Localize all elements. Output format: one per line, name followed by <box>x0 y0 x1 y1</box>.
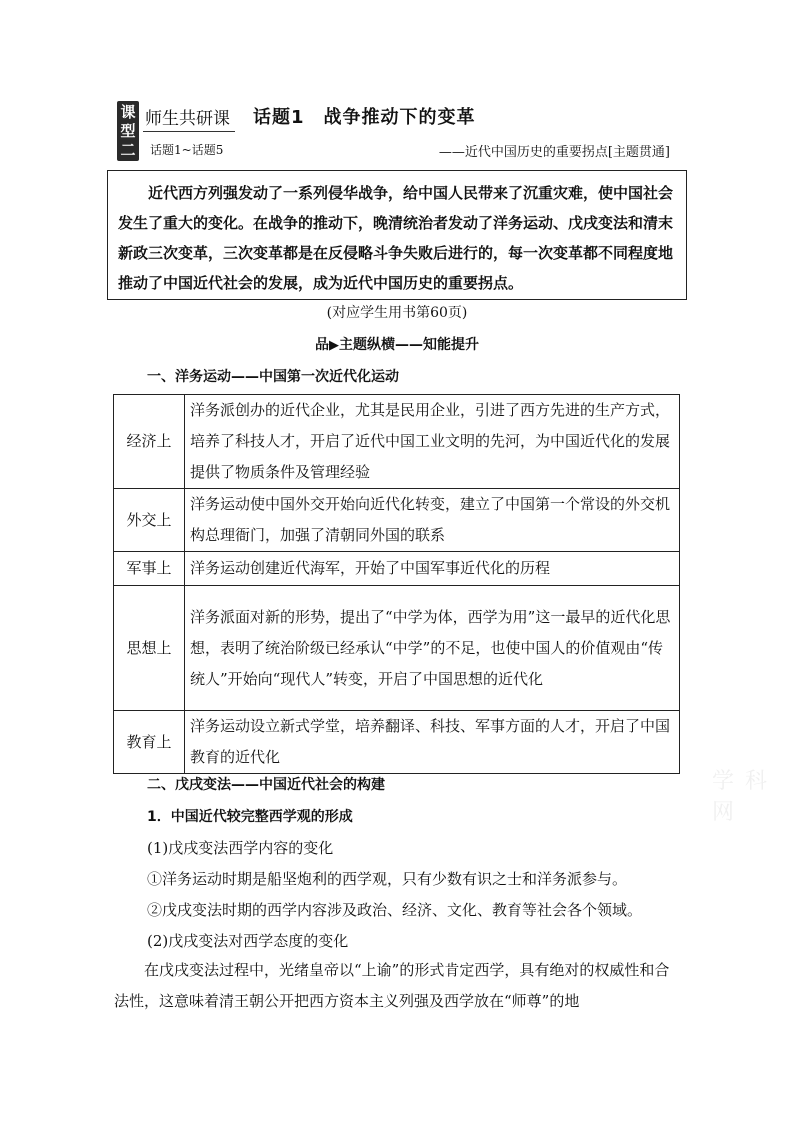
row-key: 军事上 <box>114 552 185 586</box>
section-band <box>0 334 794 354</box>
lesson-header <box>117 101 677 161</box>
row-key: 外交上 <box>114 489 185 552</box>
subsection-heading: 1．中国近代较完整西学观的形成 <box>147 809 353 825</box>
intro-box: 近代西方列强发动了一系列侵华战争，给中国人民带来了沉重灾难，使中国社会发生了重大的变化。在战争的推动下，晚清统治者发动了洋务运动、戊戌变法和清末新政三次变革，三次变革都是在反侵略斗争失败后进行的，每一次变革都不同程度地推动了中国近代社会的发展，成为近代中国历史的重要拐点。 <box>107 170 687 300</box>
body-paragraph: 在戊戌变法过程中，光绪皇帝以“上谕”的形式肯定西学，具有绝对的权威性和合法性，这意味着清王朝公开把西方资本主义列强及西学放在“师尊”的地 <box>114 961 670 1010</box>
table-row <box>114 586 680 711</box>
list-item: ②戊戌变法时期的西学内容涉及政治、经济、文化、教育等社会各个领域。 <box>147 901 643 919</box>
point-heading: (1)戊戌变法西学内容的变化 <box>147 839 334 857</box>
list-item: ①洋务运动时期是船坚炮利的西学观，只有少数有识之士和洋务派参与。 <box>147 870 628 888</box>
section1-heading: 一、洋务运动——中国第一次近代化运动 <box>147 369 399 385</box>
row-value: 洋务派面对新的形势，提出了“中学为体，西学为用”这一最早的近代化思想，表明了统治阶级已经承认“中学”的不足，也使中国人的价值观由“传统人”开始向“现代人”转变，开启了中国思想的近代化 <box>185 586 680 711</box>
book-reference: (对应学生用书第60页) <box>326 305 468 321</box>
band-prefix: 品 <box>315 337 329 353</box>
topic-title: 话题1 战争推动下的变革 <box>253 107 476 128</box>
row-key: 教育上 <box>114 711 185 774</box>
row-value: 洋务运动创建近代海军，开始了中国军事近代化的历程 <box>185 552 680 586</box>
row-value: 洋务运动设立新式学堂，培养翻译、科技、军事方面的人才，开启了中国教育的近代化 <box>185 711 680 774</box>
badge-char-2: 型 <box>120 122 136 140</box>
topic-subtitle: ——近代中国历史的重要拐点[主题贯通] <box>438 145 670 160</box>
table-row <box>114 489 680 552</box>
table-row <box>114 711 680 774</box>
table-row <box>114 395 680 489</box>
row-value: 洋务派创办的近代企业，尤其是民用企业，引进了西方先进的生产方式，培养了科技人才，开启了近代中国工业文明的先河，为中国近代化的发展提供了物质条件及管理经验 <box>185 395 680 489</box>
row-value: 洋务运动使中国外交开始向近代化转变，建立了中国第一个常设的外交机构总理衙门，加强了清朝同外国的联系 <box>185 489 680 552</box>
header-divider <box>143 131 235 132</box>
course-title: 师生共研课 <box>145 109 230 129</box>
row-key: 思想上 <box>114 586 185 711</box>
watermark-logo: 学 科 网 <box>712 769 769 825</box>
badge-char-3: 二 <box>120 141 136 159</box>
table-row <box>114 552 680 586</box>
point-heading: (2)戊戌变法对西学态度的变化 <box>147 932 349 950</box>
lesson-type-badge <box>117 101 139 161</box>
triangle-marker-icon: ▶ <box>329 338 339 353</box>
section2-heading: 二、戊戌变法——中国近代社会的构建 <box>147 777 385 793</box>
westernization-table <box>113 394 680 774</box>
badge-char-1: 课 <box>120 103 136 121</box>
topic-range: 话题1~话题5 <box>150 143 224 157</box>
row-key: 经济上 <box>114 395 185 489</box>
band-title: 主题纵横——知能提升 <box>339 337 479 353</box>
